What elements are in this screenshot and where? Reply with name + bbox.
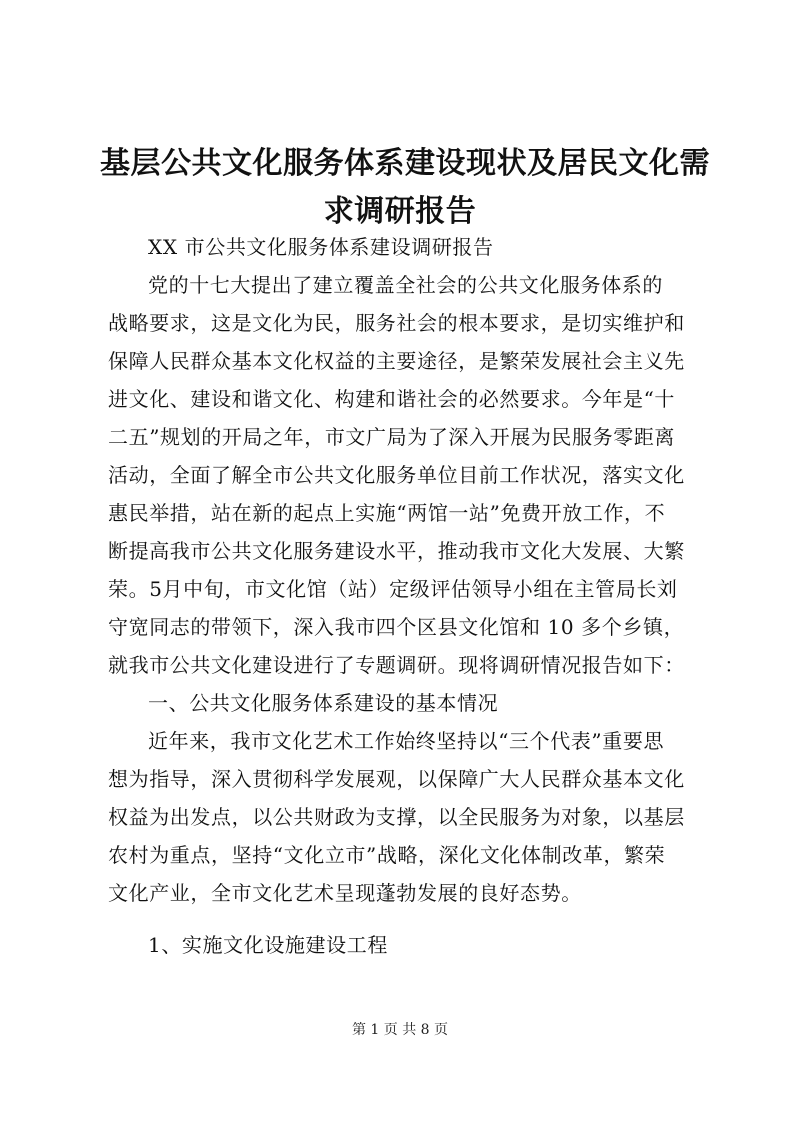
section-1-heading: 一、公共文化服务体系建设的基本情况 xyxy=(148,691,499,715)
paragraph-1-line-4: 进文化、建设和谐文化、构建和谐社会的必然要求。今年是“十 xyxy=(108,387,676,411)
paragraph-1-line-10: 守宽同志的带领下，深入我市四个区县文化馆和 10 多个乡镇， xyxy=(108,615,685,639)
subtitle: XX 市公共文化服务体系建设调研报告 xyxy=(148,235,494,259)
paragraph-1-line-8: 断提高我市公共文化服务建设水平，推动我市文化大发展、大繁 xyxy=(108,539,685,563)
title-line-1: 基层公共文化服务体系建设现状及居民文化需 xyxy=(100,146,710,181)
paragraph-1-line-1: 党的十七大提出了建立覆盖全社会的公共文化服务体系的 xyxy=(148,273,663,297)
paragraph-1-line-6: 活动，全面了解全市公共文化服务单位目前工作状况，落实文化 xyxy=(108,463,685,487)
paragraph-2-line-5: 文化产业，全市文化艺术呈现蓬勃发展的良好态势。 xyxy=(108,881,582,905)
paragraph-1-line-7: 惠民举措，站在新的起点上实施“两馆一站”免费开放工作，不 xyxy=(108,501,666,525)
paragraph-2-line-2: 想为指导，深入贯彻科学发展观，以保障广大人民群众基本文化 xyxy=(108,767,685,791)
paragraph-2-line-4: 农村为重点，坚持“文化立市”战略，深化文化体制改革，繁荣 xyxy=(108,843,666,867)
paragraph-2-line-1: 近年来，我市文化艺术工作始终坚持以“三个代表”重要思 xyxy=(148,729,665,753)
document-title xyxy=(100,140,710,236)
page-footer: 第 1 页 共 8 页 xyxy=(351,1022,449,1038)
subsection-1-heading: 1、实施文化设施建设工程 xyxy=(148,933,388,957)
paragraph-1-line-3: 保障人民群众基本文化权益的主要途径，是繁荣发展社会主义先 xyxy=(108,349,685,373)
paragraph-1-line-11: 就我市公共文化建设进行了专题调研。现将调研情况报告如下： xyxy=(108,653,685,677)
paragraph-2-line-3: 权益为出发点，以公共财政为支撑，以全民服务为对象，以基层 xyxy=(108,805,685,829)
paragraph-1-line-2: 战略要求，这是文化为民，服务社会的根本要求，是切实维护和 xyxy=(108,311,685,335)
paragraph-1-line-9: 荣。5月中旬，市文化馆（站）定级评估领导小组在主管局长刘 xyxy=(108,577,678,601)
paragraph-1-line-5: 二五”规划的开局之年，市文广局为了深入开展为民服务零距离 xyxy=(108,425,676,449)
title-line-2: 求调研报告 xyxy=(323,194,477,229)
